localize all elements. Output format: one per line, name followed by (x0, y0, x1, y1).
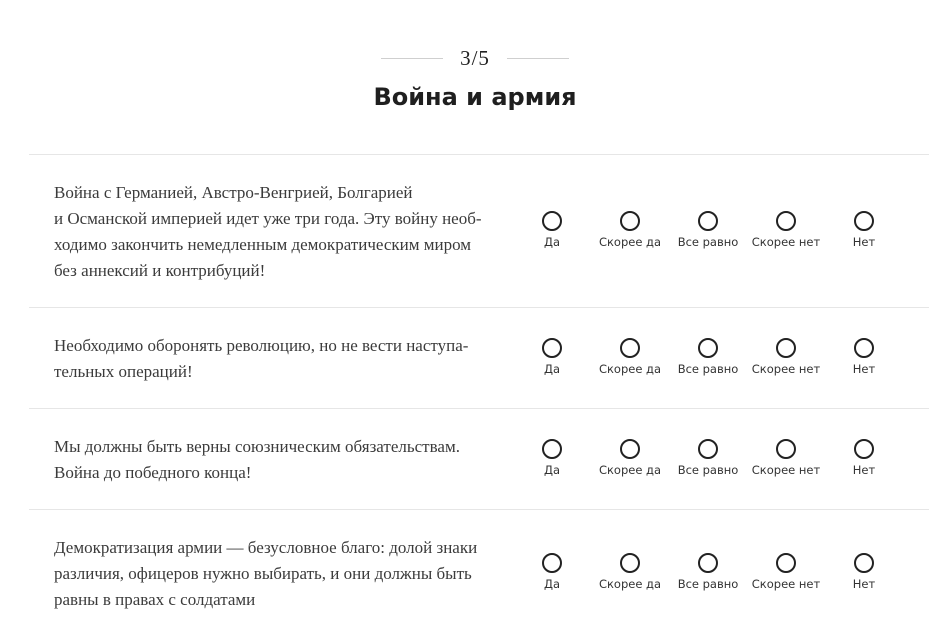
radio-button[interactable] (620, 439, 640, 459)
question-text: Мы должны быть верны союзническим обязательствам. Война до победного конца! (54, 437, 460, 482)
radio-button[interactable] (776, 553, 796, 573)
option-label: Все равно (677, 577, 739, 591)
option-no[interactable] (825, 338, 903, 376)
option-label: Нет (852, 362, 876, 376)
option-label: Скорее да (598, 577, 662, 591)
option-yes[interactable] (513, 338, 591, 376)
option-rather-no[interactable] (747, 553, 825, 591)
option-label: Нет (852, 577, 876, 591)
option-rather-no[interactable] (747, 211, 825, 249)
option-indifferent[interactable] (669, 439, 747, 477)
option-indifferent[interactable] (669, 211, 747, 249)
radio-button[interactable] (542, 553, 562, 573)
radio-button[interactable] (776, 439, 796, 459)
option-label: Скорее нет (751, 235, 821, 249)
radio-button[interactable] (620, 553, 640, 573)
question-row (29, 510, 929, 635)
radio-button[interactable] (698, 553, 718, 573)
answer-options (513, 439, 903, 477)
radio-button[interactable] (698, 211, 718, 231)
question-row (29, 308, 929, 409)
step-separator: / (471, 45, 479, 70)
radio-button[interactable] (854, 338, 874, 358)
question-text: Демократизация армии — безусловное благо: долой знаки различия, офицеров нужно выбирать, и они должны быть равны в правах с солдатами (54, 538, 478, 609)
radio-button[interactable] (854, 439, 874, 459)
option-rather-yes[interactable] (591, 338, 669, 376)
option-yes[interactable] (513, 211, 591, 249)
option-yes[interactable] (513, 553, 591, 591)
section-title: Война и армия (373, 83, 577, 111)
question-text: Война с Германией, Австро-Венгрией, Болгарией и Османской империей идет уже три года. Эту войну необ- ходимо закончить немедленным демократическим миром без аннексий и контрибуций! (54, 183, 482, 280)
question-text: Необходимо оборонять революцию, но не вести наступа- тельных операций! (54, 336, 469, 381)
option-label: Скорее да (598, 463, 662, 477)
option-label: Скорее да (598, 235, 662, 249)
radio-button[interactable] (542, 211, 562, 231)
radio-button[interactable] (620, 211, 640, 231)
radio-button[interactable] (776, 211, 796, 231)
option-label: Скорее нет (751, 463, 821, 477)
option-label: Нет (852, 463, 876, 477)
option-label: Да (543, 463, 561, 477)
option-indifferent[interactable] (669, 553, 747, 591)
step-counter (460, 46, 490, 71)
option-label: Нет (852, 235, 876, 249)
option-label: Да (543, 362, 561, 376)
step-total: 5 (478, 45, 490, 70)
option-rather-yes[interactable] (591, 553, 669, 591)
step-divider-left (381, 58, 443, 59)
option-yes[interactable] (513, 439, 591, 477)
radio-button[interactable] (542, 338, 562, 358)
question-list (29, 154, 929, 635)
radio-button[interactable] (698, 338, 718, 358)
option-no[interactable] (825, 211, 903, 249)
radio-button[interactable] (698, 439, 718, 459)
radio-button[interactable] (854, 553, 874, 573)
option-rather-no[interactable] (747, 439, 825, 477)
radio-button[interactable] (776, 338, 796, 358)
radio-button[interactable] (620, 338, 640, 358)
step-indicator (0, 44, 950, 72)
option-label: Да (543, 235, 561, 249)
answer-options (513, 553, 903, 591)
answer-options (513, 338, 903, 376)
question-row (29, 155, 929, 308)
option-indifferent[interactable] (669, 338, 747, 376)
radio-button[interactable] (542, 439, 562, 459)
option-label: Скорее нет (751, 362, 821, 376)
option-no[interactable] (825, 553, 903, 591)
option-label: Все равно (677, 362, 739, 376)
answer-options (513, 211, 903, 249)
option-rather-no[interactable] (747, 338, 825, 376)
option-label: Все равно (677, 235, 739, 249)
option-rather-yes[interactable] (591, 439, 669, 477)
option-label: Да (543, 577, 561, 591)
option-no[interactable] (825, 439, 903, 477)
option-label: Скорее да (598, 362, 662, 376)
question-row (29, 409, 929, 510)
option-label: Скорее нет (751, 577, 821, 591)
option-rather-yes[interactable] (591, 211, 669, 249)
step-current: 3 (460, 45, 472, 70)
step-divider-right (507, 58, 569, 59)
radio-button[interactable] (854, 211, 874, 231)
option-label: Все равно (677, 463, 739, 477)
